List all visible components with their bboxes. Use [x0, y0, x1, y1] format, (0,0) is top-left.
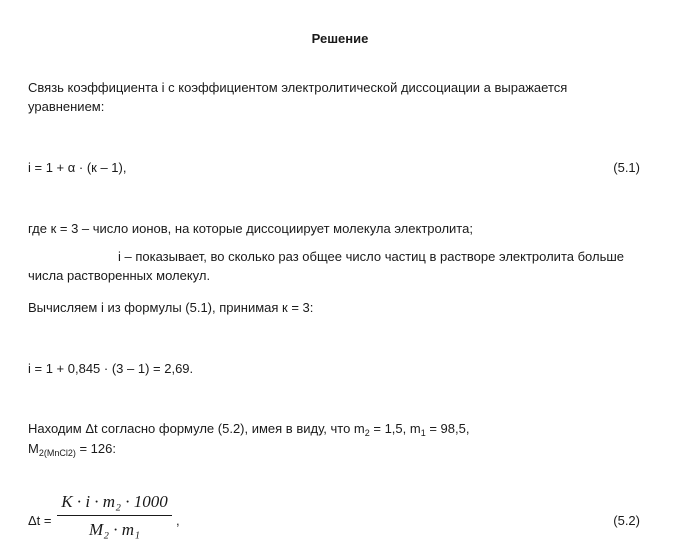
- paragraph-line: i – показывает, во сколько раз общее число частиц в растворе электролита больше: [118, 249, 625, 264]
- paragraph-line: Находим Δt согласно формуле (5.2), имея в виду, что $m_2 = 1,5$, $m_1 = 98,5$,: [28, 421, 470, 438]
- fraction: [57, 492, 172, 540]
- paragraph-line: числа растворенных молекул.: [28, 268, 211, 283]
- equation-5-1: i = 1 + α · (к – 1),: [28, 160, 127, 175]
- equation-number: (5.2): [613, 513, 640, 528]
- section-heading: Решение: [311, 31, 369, 46]
- paragraph-line: Связь коэффициента i с коэффициентом электролитической диссоциации a выражается: [28, 80, 568, 95]
- paragraph-line: $M_{2(MnCl2)} = 126$:: [28, 441, 116, 458]
- equation-comma: ,: [176, 513, 180, 528]
- equation-lhs: Δt =: [28, 513, 52, 528]
- paragraph: Вычисляем i из формулы (5.1), принимая к = 3:: [28, 300, 314, 315]
- equation-calculation: i = 1 + 0,845 · (3 – 1) = 2,69.: [28, 361, 194, 376]
- paragraph-line: где к = 3 – число ионов, на которые диссоциирует молекула электролита;: [28, 221, 473, 236]
- fraction-numerator: K · i · m₂ · 1000: [61, 492, 168, 511]
- fraction-bar: [57, 515, 172, 516]
- equation-number: (5.1): [613, 160, 640, 175]
- paragraph-line: уравнением:: [28, 99, 105, 114]
- fraction-denominator: M₂ · m₁: [88, 520, 140, 539]
